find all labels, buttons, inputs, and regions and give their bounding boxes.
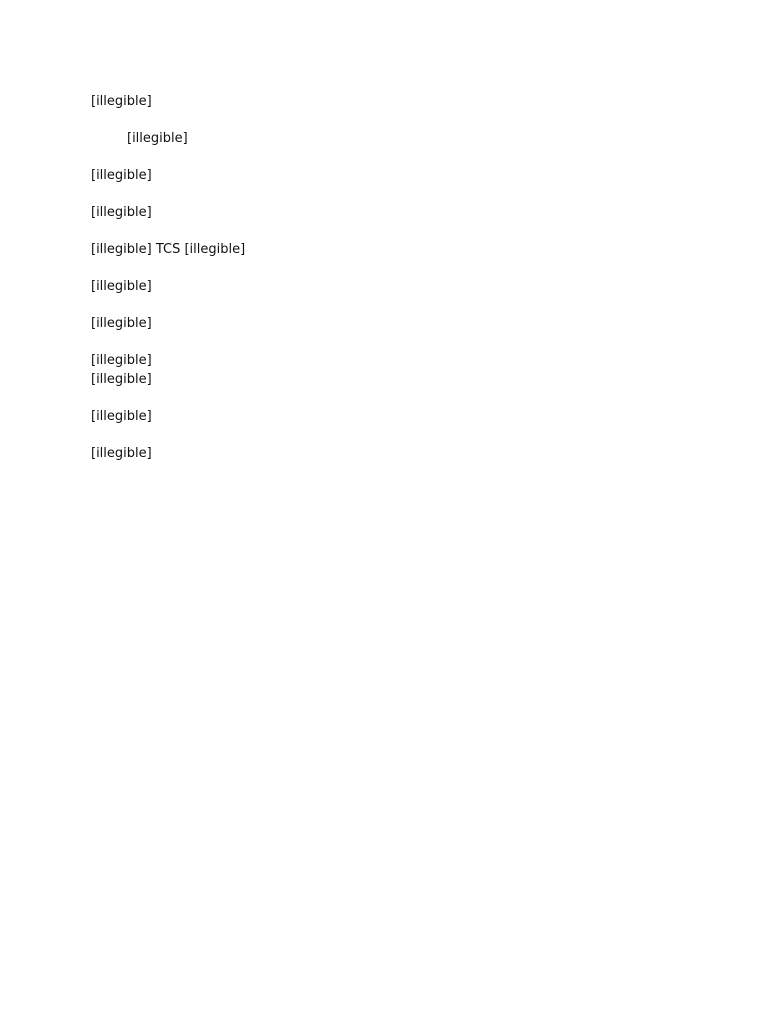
paragraph-8-line-2: [illegible] bbox=[91, 372, 152, 387]
paragraph-8 bbox=[91, 351, 680, 389]
paragraph-5 bbox=[91, 240, 680, 259]
paragraph-8-line-1: [illegible] bbox=[91, 353, 152, 368]
paragraph-6-text: [illegible] bbox=[91, 279, 152, 294]
paragraph-9 bbox=[91, 407, 680, 426]
paragraph-10 bbox=[91, 444, 680, 463]
paragraph-7 bbox=[91, 314, 680, 333]
paragraph-7-text: [illegible] bbox=[91, 316, 152, 331]
paragraph-1-text: [illegible] bbox=[91, 94, 152, 109]
paragraph-4-text: [illegible] bbox=[91, 205, 152, 220]
paragraph-1 bbox=[91, 92, 680, 111]
paragraph-3 bbox=[91, 166, 680, 185]
paragraph-2 bbox=[91, 129, 680, 148]
paragraph-2-text: [illegible] bbox=[127, 131, 188, 146]
paragraph-10-text: [illegible] bbox=[91, 446, 152, 461]
paragraph-5-text: [illegible] TCS [illegible] bbox=[91, 242, 246, 257]
paragraph-4 bbox=[91, 203, 680, 222]
paragraph-6 bbox=[91, 277, 680, 296]
paragraph-9-text: [illegible] bbox=[91, 409, 152, 424]
paragraph-3-text: [illegible] bbox=[91, 168, 152, 183]
